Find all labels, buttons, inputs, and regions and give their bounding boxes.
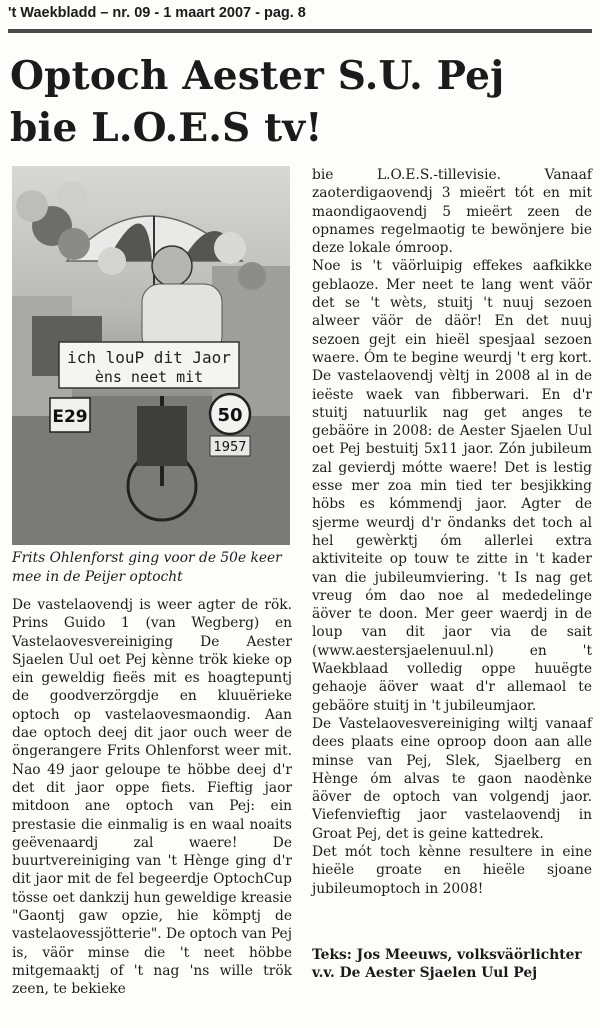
headline [10, 50, 590, 154]
right-paragraph-4: Det mót toch kènne resultere in eine hieële groate en hieële sjoane jubileumoptoch in 2008! [312, 843, 592, 897]
left-column-text: De vastelaovendj is weer agter de rök. Prins Guido 1 (van Wegberg) en Vastelaovesvereiniging De Aester Sjaelen Uul oet Pej kènne trök kieke op ein geweldig fieës mit es hoagtepuntj de goodverzörgdje en kluuërieke optoch op vastelaovesmaondig. Aan dae optoch deej dit jaor ouch weer de öngerangere Frits Ohlenforst weer mit. Nao 49 jaor geloupe te höbbe deej d'r det dit jaor oppe fiets. Fieftig jaor mitdoon ane optoch van Pej: ein prestasie die einmalig is en waal noaits geëvenaardj zal waere! De buurtvereiniging van 't Hènge ging d'r dit jaor mit de fel begeerdje OptochCup tösse oet dankzij hun geweldige kreasie "Gaontj gaw opzie, hie kömptj de vastelaovessjötterie". De optoch van Pej is, väör minse die 't neet höbbe mitgemaaktj of 't nag 'ns wille trök zeen, te bekieke [12, 597, 292, 998]
photo-illustration [12, 166, 290, 545]
headline-line-1: Optoch Aester S.U. Pej [10, 53, 505, 99]
sign-text-line-2: èns neet mit [94, 368, 204, 386]
carnival-photo [12, 166, 290, 545]
article-column-right [312, 166, 592, 898]
sign-text-line-1: ich louP dit Jaor [67, 348, 231, 367]
headline-line-2: bie L.O.E.S tv! [10, 105, 323, 151]
right-paragraph-3: De Vastelaovesvereiniging wiltj vanaaf dees plaats eine oproop doon aan alle minse van Pej, Slek, Sjaelberg en Hènge óm alvas te gaon naodènke äöver de optoch van volgendj jaor. Viefenvieftig jaor vastelaovendj in Groat Pej, det is geine kattedrek. [312, 715, 592, 842]
badge-year: 1957 [213, 440, 247, 455]
masthead: 't Waekbladd – nr. 09 - 1 maart 2007 - pag. 8 [8, 5, 306, 21]
right-paragraph-1: bie L.O.E.S.-tillevisie. Vanaaf zaoterdigaovendj 3 mieërt tót en mit maondigaovendj 5 mieërt zeen de opnames regelmaotig te bewönjere bie deze lokale ómroop. [312, 167, 592, 257]
plate-text: E29 [52, 407, 88, 427]
badge-fifty: 50 [217, 405, 243, 426]
article-column-left [12, 596, 292, 999]
masthead-rule [8, 29, 592, 33]
right-paragraph-2: Noe is 't väörluipig effekes aafkikke geblaoze. Mer neet te lang went väör det se 't wèts, stuitj 't nuuj sezoen alweer väör de däör! En det nuuj sezoen gejt ein hieël spesjaal sezoen waere. Óm te begine weurdj 't erg kort. De vastelaovendj vèltj in 2008 al in de ieëste waek van fibberwari. En d'r stuitj natuurlik nag get anges te gebäöre in 2008: de Aester Sjaelen Uul oet Pej bestuitj 5x11 jaor. Zón jubileum zal gevierdj mótte waere! Det is lestig esse mer zoa min tied ter besjikking höbs es kómmendj jaor. Agter de sjerme weurdj d'r öndanks det toch al hel gewèrktj óm allerlei extra aktiviteite op touw te zitte in 't kader van die jubileumviering. 't Is nag get vreug óm dao noe al mededelinge äöver te doon. Mer geer waerdj in de loup van dit jaor via de sait (www.aestersjaelenuul.nl) en 't Waekblaad volledig oppe huuëgte gehaoje äöver waat d'r allemaol te gebäöre stuitj in 't jubileumjaor. [312, 258, 592, 714]
author-credit: Teks: Jos Meeuws, volksväörlichter v.v. De Aester Sjaelen Uul Pej [312, 947, 582, 982]
photo-caption: Frits Ohlenforst ging voor de 50e keer mee in de Peijer optocht [12, 550, 282, 585]
